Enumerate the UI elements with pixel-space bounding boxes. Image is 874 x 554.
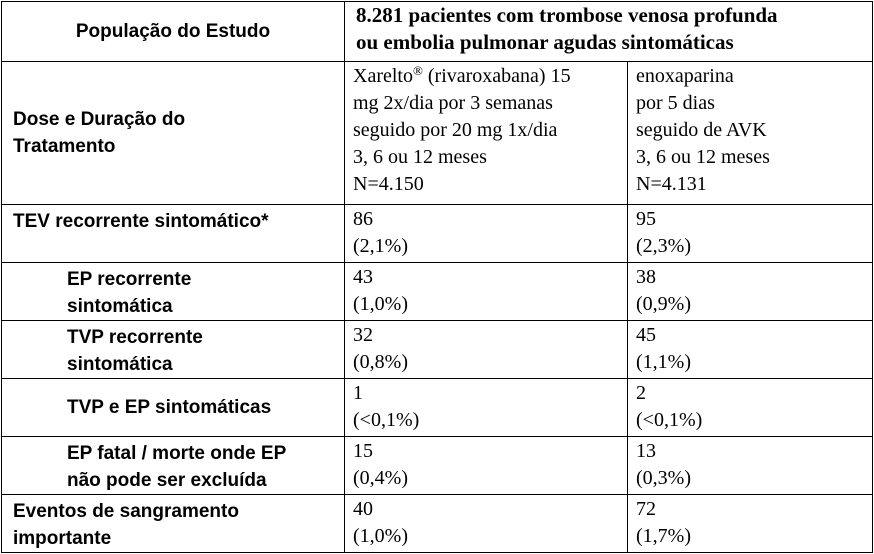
- xarelto-count: 86: [353, 208, 373, 230]
- outcome-label-line2: importante: [13, 528, 112, 549]
- enoxaparin-value: [628, 495, 873, 553]
- table-row: [2, 321, 873, 379]
- xarelto-dose-line4: 3, 6 ou 12 meses: [353, 146, 487, 168]
- xarelto-value: [345, 437, 628, 495]
- table-row: [2, 263, 873, 321]
- xarelto-dose-line1: [353, 63, 627, 90]
- outcome-label-line1: Eventos de sangramento: [13, 501, 239, 522]
- enoxaparin-count: 2: [636, 382, 646, 404]
- xarelto-count: 43: [353, 266, 373, 288]
- xarelto-dose-line2: mg 2x/dia por 3 semanas: [353, 92, 553, 114]
- xarelto-value: [345, 205, 628, 263]
- enoxaparin-value: [628, 379, 873, 437]
- table-row: [2, 495, 873, 553]
- enoxaparin-value: [628, 205, 873, 263]
- outcome-label: [2, 495, 345, 553]
- xarelto-dose-cell: [345, 62, 628, 205]
- enoxaparin-value: [628, 263, 873, 321]
- table-row: [2, 437, 873, 495]
- xarelto-percent: (<0,1%): [353, 409, 420, 431]
- outcome-label-line2: sintomática: [67, 296, 173, 317]
- outcome-label-line1: EP fatal / morte onde EP: [67, 443, 287, 464]
- xarelto-dose-line1-rest: (rivaroxabana) 15: [422, 65, 571, 87]
- enoxaparin-count: 72: [636, 498, 656, 520]
- outcome-label-line1: TEV recorrente sintomático*: [13, 211, 269, 232]
- xarelto-percent: (2,1%): [353, 235, 408, 257]
- study-results-table: [1, 1, 873, 553]
- study-population-label: População do Estudo: [2, 2, 345, 62]
- xarelto-value: [345, 379, 628, 437]
- outcome-label-line2: não pode ser excluída: [67, 470, 267, 491]
- enoxaparin-dose-cell: [628, 62, 873, 205]
- enoxaparin-count: 95: [636, 208, 656, 230]
- enoxaparin-count: 13: [636, 440, 656, 462]
- xarelto-count: 40: [353, 498, 373, 520]
- enoxaparin-percent: (0,3%): [636, 467, 691, 489]
- outcome-label: [2, 263, 345, 321]
- outcome-label-line2: sintomática: [67, 354, 173, 375]
- study-population-value: [345, 2, 873, 62]
- outcome-label: [2, 321, 345, 379]
- enoxaparin-value: [628, 321, 873, 379]
- enoxaparin-n: N=4.131: [636, 173, 707, 195]
- study-population-row: [2, 2, 873, 62]
- xarelto-percent: (1,0%): [353, 525, 408, 547]
- enoxaparin-dose-line1: enoxaparina: [636, 65, 734, 87]
- enoxaparin-dose-line2: por 5 dias: [636, 92, 715, 114]
- outcome-label-line1: EP recorrente: [67, 269, 192, 290]
- enoxaparin-percent: (1,7%): [636, 525, 691, 547]
- table-row: [2, 205, 873, 263]
- xarelto-dose-line3: seguido por 20 mg 1x/dia: [353, 119, 558, 141]
- xarelto-count: 15: [353, 440, 373, 462]
- enoxaparin-percent: (1,1%): [636, 351, 691, 373]
- dose-duration-label: [2, 62, 345, 205]
- dose-duration-label-line1: Dose e Duração do: [13, 109, 186, 130]
- registered-trademark: ®: [412, 63, 423, 78]
- xarelto-percent: (0,8%): [353, 351, 408, 373]
- outcome-label: [2, 379, 345, 437]
- outcome-label-line1: TVP recorrente: [67, 327, 203, 348]
- xarelto-value: [345, 495, 628, 553]
- dose-duration-label-line2: Tratamento: [13, 136, 116, 157]
- table-row: [2, 379, 873, 437]
- enoxaparin-percent: (0,9%): [636, 293, 691, 315]
- enoxaparin-value: [628, 437, 873, 495]
- xarelto-percent: (1,0%): [353, 293, 408, 315]
- dose-duration-row: [2, 62, 873, 205]
- enoxaparin-percent: (<0,1%): [636, 409, 703, 431]
- study-population-value-line2: ou embolia pulmonar agudas sintomáticas: [356, 30, 734, 54]
- enoxaparin-dose-line4: 3, 6 ou 12 meses: [636, 146, 770, 168]
- xarelto-percent: (0,4%): [353, 467, 408, 489]
- enoxaparin-count: 38: [636, 266, 656, 288]
- xarelto-value: [345, 263, 628, 321]
- outcome-label: [2, 205, 345, 263]
- xarelto-count: 32: [353, 324, 373, 346]
- enoxaparin-count: 45: [636, 324, 656, 346]
- outcome-label-line1: TVP e EP sintomáticas: [67, 397, 272, 418]
- xarelto-n: N=4.150: [353, 173, 424, 195]
- xarelto-count: 1: [353, 382, 363, 404]
- study-population-value-line1: 8.281 pacientes com trombose venosa profunda: [356, 3, 778, 27]
- xarelto-value: [345, 321, 628, 379]
- outcome-label: [2, 437, 345, 495]
- enoxaparin-percent: (2,3%): [636, 235, 691, 257]
- enoxaparin-dose-line3: seguido de AVK: [636, 119, 767, 141]
- xarelto-brand: Xarelto: [353, 65, 413, 87]
